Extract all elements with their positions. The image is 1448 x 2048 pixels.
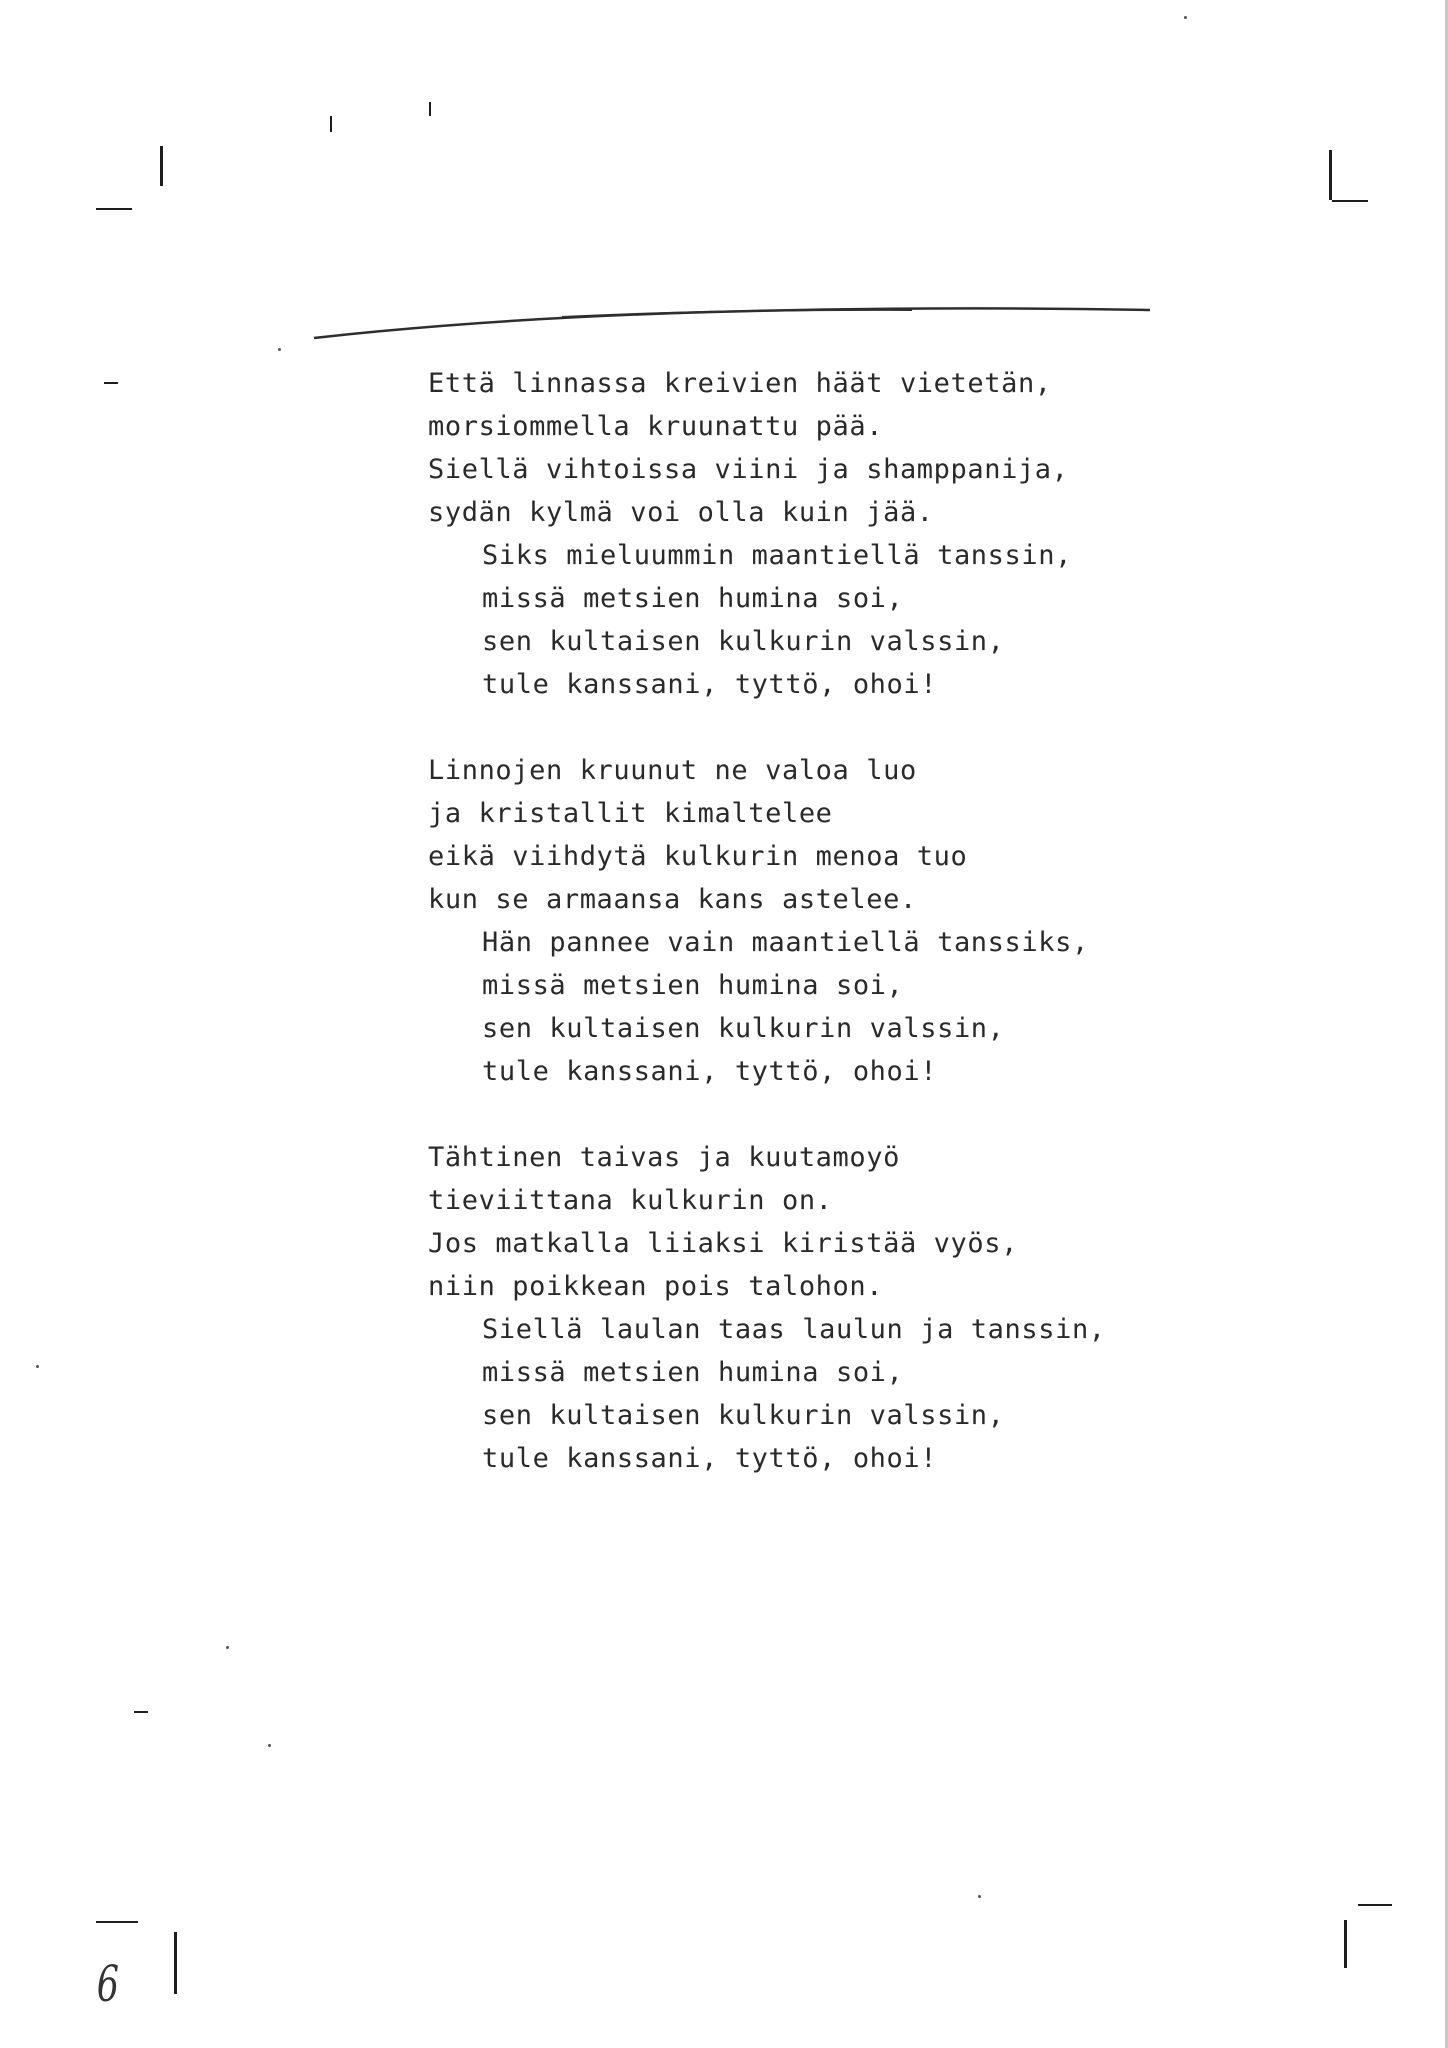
verse-line: Että linnassa kreivien häät vietetän, [428,368,1052,399]
verse-line: morsiommella kruunattu pää. [428,411,884,442]
verse-line: eikä viihdytä kulkurin menoa tuo [428,841,968,872]
speck [226,1646,229,1649]
page-number: 6 [96,1955,120,2013]
crop-mark-bottom-left-horizontal [96,1921,138,1923]
crop-mark-top-right-vertical [1329,150,1332,200]
speck [978,1895,981,1898]
refrain-line: Siks mieluummin maantiellä tanssin, [482,540,1072,571]
section-rule [312,300,1152,340]
stanza [428,749,1328,1093]
crop-mark-bottom-left-vertical [174,1932,177,1994]
refrain-line: tule kanssani, tyttö, ohoi! [482,669,938,700]
verse-line: kun se armaansa kans astelee. [428,884,917,915]
refrain-line: missä metsien humina soi, [482,583,904,614]
crop-mark-bottom-right-vertical [1344,1920,1347,1968]
speck [36,1365,39,1368]
refrain-line: sen kultaisen kulkurin valssin, [482,1013,1005,1044]
dash-mark [104,382,118,384]
speck [1184,16,1187,19]
dash-mark [134,1711,148,1713]
crop-mark-top-left-horizontal [96,208,132,210]
verse-line: Linnojen kruunut ne valoa luo [428,755,917,786]
verse-line: sydän kylmä voi olla kuin jää. [428,497,934,528]
speck [278,348,281,351]
verse-line: Jos matkalla liiaksi kiristää vyös, [428,1228,1018,1259]
speck [268,1744,271,1747]
stanza [428,362,1328,706]
refrain-line: tule kanssani, tyttö, ohoi! [482,1056,938,1087]
crop-mark-top-left-vertical [160,146,163,186]
refrain-line: missä metsien humina soi, [482,1357,904,1388]
refrain-line: Hän pannee vain maantiellä tanssiks, [482,927,1089,958]
refrain-line: Siellä laulan taas laulun ja tanssin, [482,1314,1106,1345]
refrain-line: sen kultaisen kulkurin valssin, [482,1400,1005,1431]
verse-line: ja kristallit kimaltelee [428,798,833,829]
verse-line: niin poikkean pois talohon. [428,1271,884,1302]
pencil-mark [330,116,332,132]
verse-line: tieviittana kulkurin on. [428,1185,833,1216]
verse-line: Tähtinen taivas ja kuutamoyö [428,1142,900,1173]
pencil-mark [429,102,431,116]
poem-text [428,362,1328,1523]
verse-line: Siellä vihtoissa viini ja shamppanija, [428,454,1069,485]
stanza [428,1136,1328,1480]
crop-mark-top-right-horizontal [1332,200,1368,202]
refrain-line: sen kultaisen kulkurin valssin, [482,626,1005,657]
refrain-line: tule kanssani, tyttö, ohoi! [482,1443,938,1474]
crop-mark-bottom-right-horizontal [1358,1904,1392,1906]
refrain-line: missä metsien humina soi, [482,970,904,1001]
